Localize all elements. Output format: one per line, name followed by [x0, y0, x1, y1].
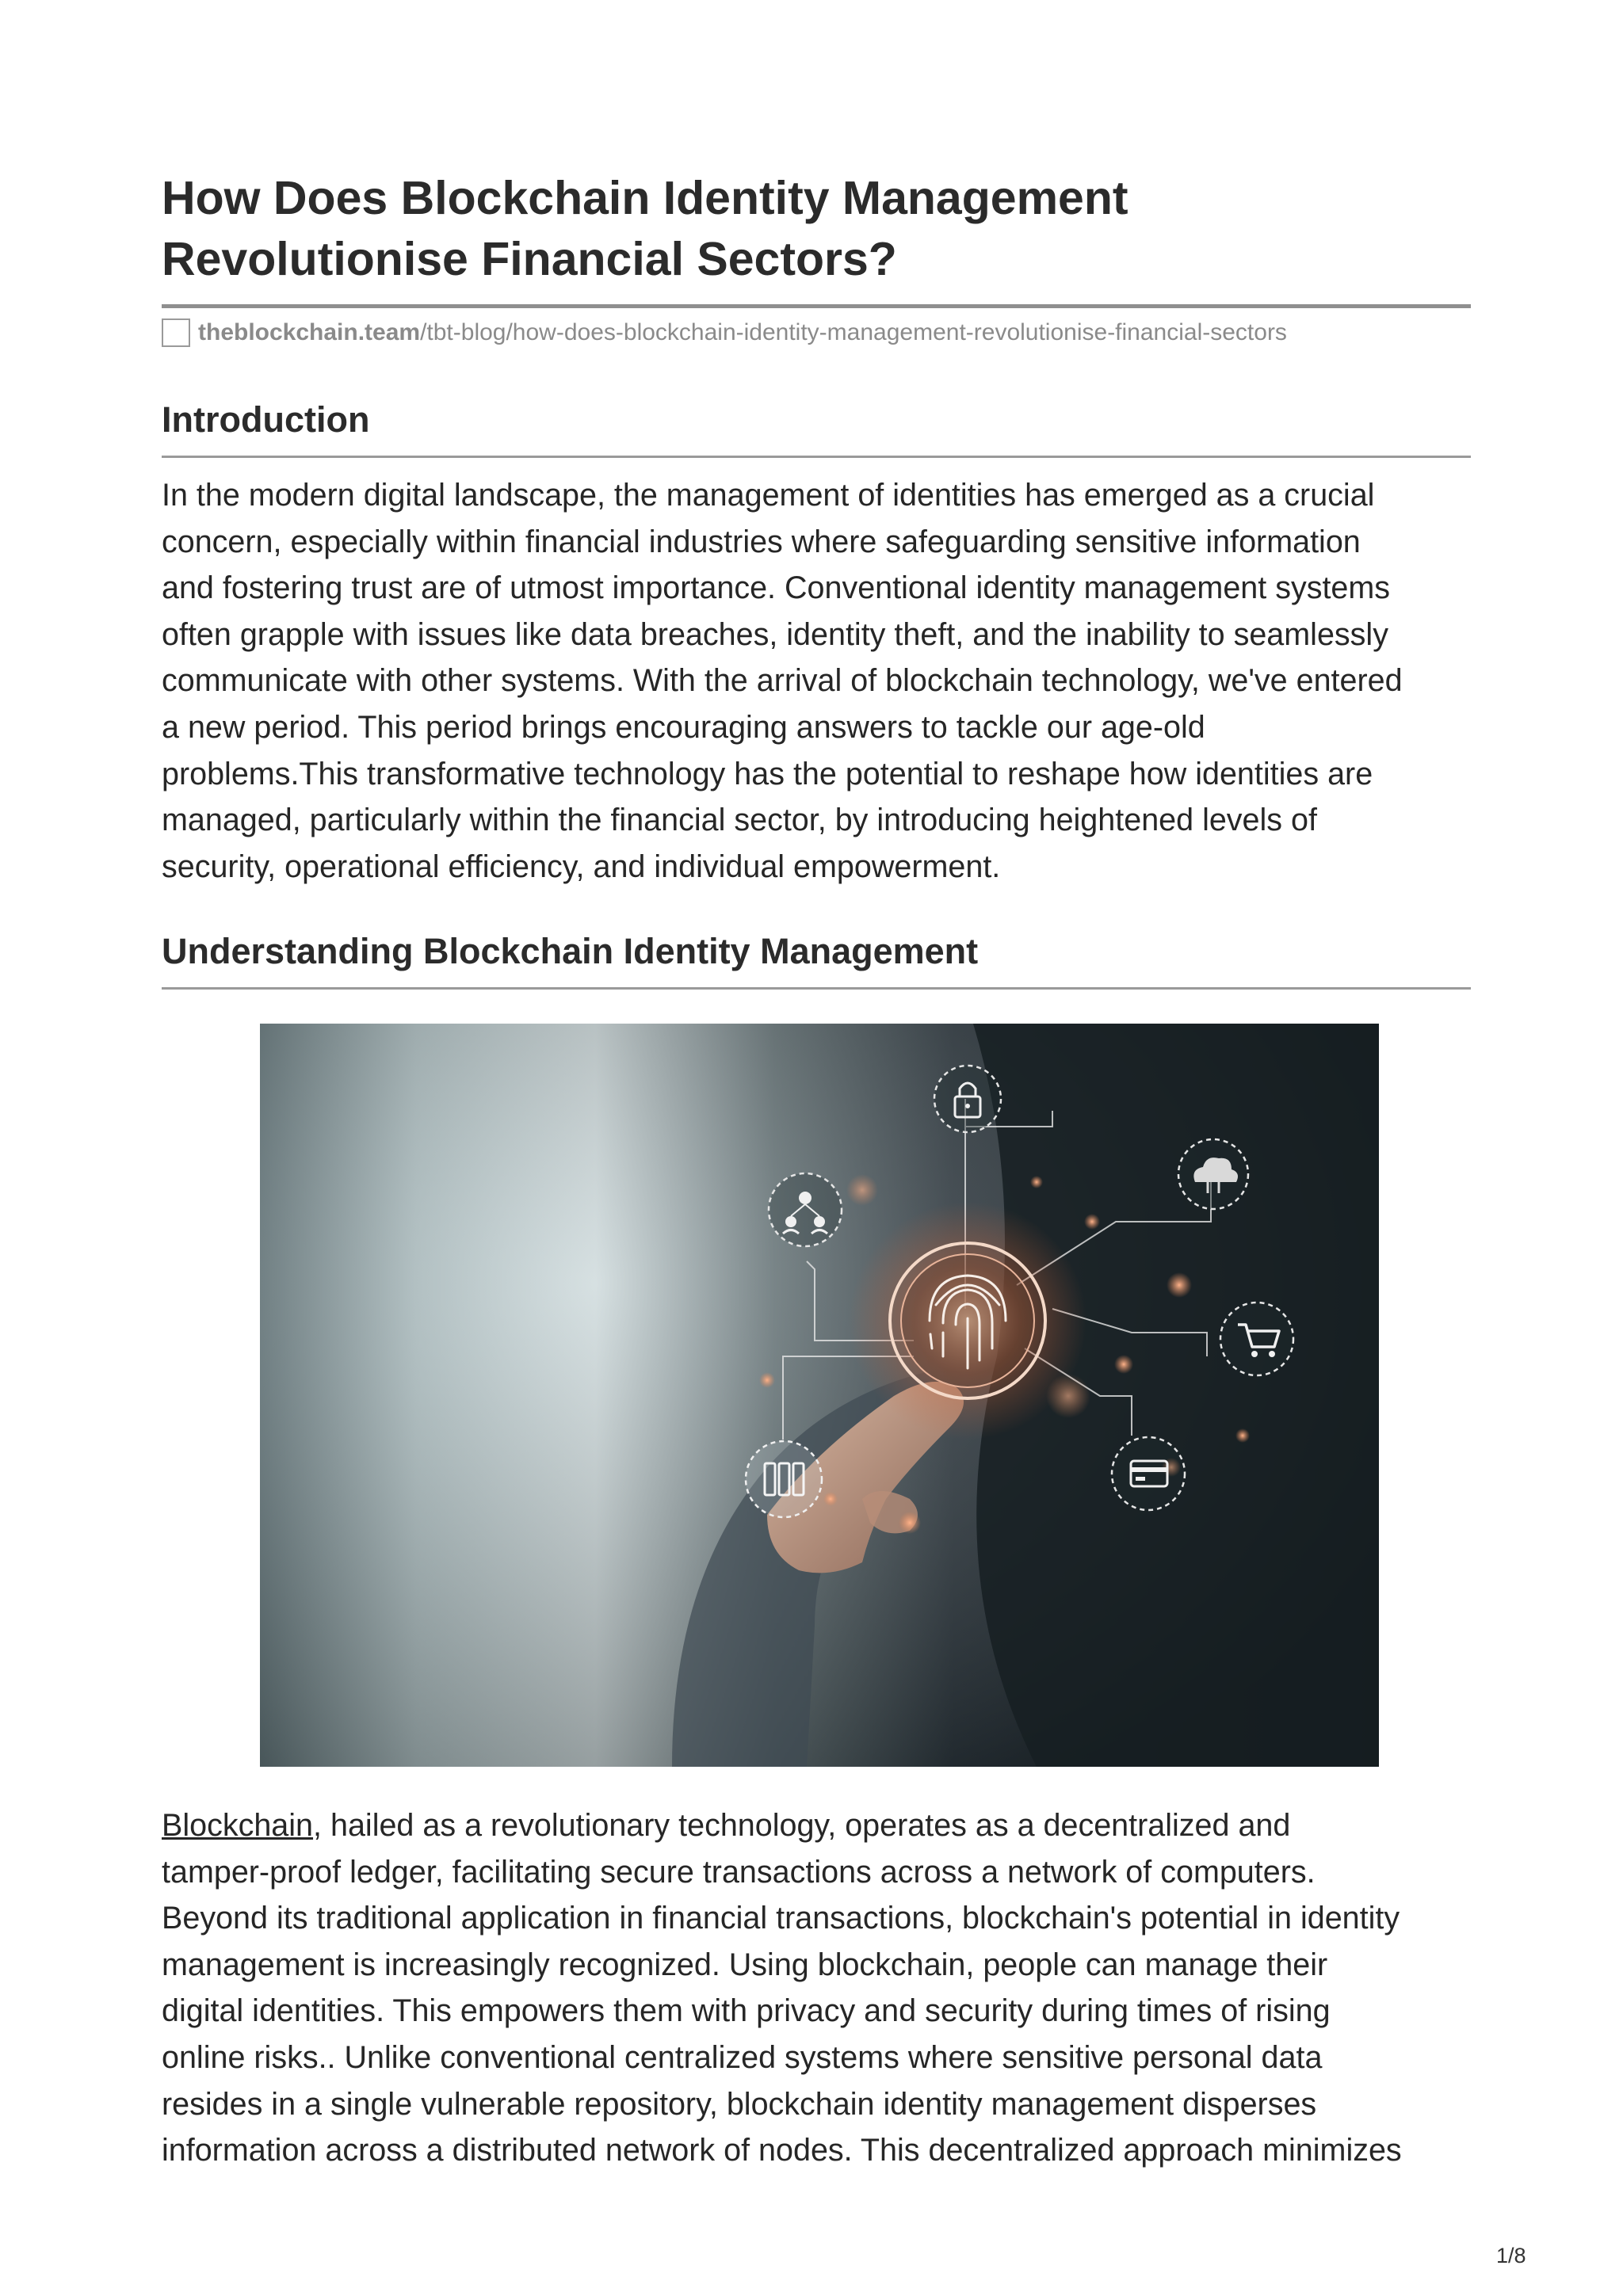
- source-path: /tbt-blog/how-does-blockchain-identity-management-revolutionise-financial-sectors: [420, 319, 1287, 345]
- source-domain: theblockchain.team: [198, 319, 421, 345]
- text-line: concern, especially within financial industries where safeguarding sensitive information: [162, 524, 1361, 559]
- blockchain-link[interactable]: Blockchain: [162, 1808, 314, 1843]
- article-image: [260, 1024, 1379, 1767]
- text-fragment: , hailed as a revolutionary technology, operates as a decentralized and: [313, 1808, 1291, 1843]
- section-heading-introduction: Introduction: [162, 399, 370, 440]
- section-divider: [162, 456, 1471, 458]
- text-line: Beyond its traditional application in financial transactions, blockchain's potential in identity: [162, 1901, 1400, 1936]
- text-line: digital identities. This empowers them with privacy and security during times of rising: [162, 1993, 1331, 2029]
- text-line: communicate with other systems. With the arrival of blockchain technology, we've entered: [162, 663, 1403, 699]
- title-line: How Does Blockchain Identity Management: [162, 172, 1128, 224]
- favicon-icon: [162, 318, 190, 347]
- text-line: a new period. This period brings encouraging answers to tackle our age-old: [162, 709, 1205, 745]
- article-title: [162, 168, 1471, 290]
- text-line: management is increasingly recognized. Using blockchain, people can manage their: [162, 1947, 1328, 1982]
- text-line: online risks.. Unlike conventional centralized systems where sensitive personal data: [162, 2039, 1323, 2075]
- server-icon: [746, 1441, 822, 1517]
- title-divider: [162, 304, 1471, 308]
- section-divider: [162, 987, 1471, 990]
- body-paragraph: [162, 1802, 1471, 2174]
- fingerprint-icon: [849, 1202, 1086, 1440]
- text-line: problems.This transformative technology has the potential to reshape how identities are: [162, 756, 1373, 791]
- title-line: Revolutionise Financial Sectors?: [162, 233, 897, 285]
- credit-card-icon: [1112, 1437, 1185, 1510]
- cloud-icon: [1178, 1139, 1248, 1209]
- shopping-cart-icon: [1220, 1302, 1293, 1375]
- intro-paragraph: [162, 472, 1471, 890]
- people-network-icon: [769, 1173, 842, 1246]
- text-line: and fostering trust are of utmost importance. Conventional identity management systems: [162, 570, 1391, 606]
- text-line: often grapple with issues like data breaches, identity theft, and the inability to seamlessly: [162, 616, 1388, 652]
- text-line: [162, 1802, 1471, 1849]
- text-line: information across a distributed network of nodes. This decentralized approach minimizes: [162, 2133, 1402, 2168]
- padlock-icon: [934, 1066, 1001, 1132]
- page-number: 1/8: [1496, 2244, 1526, 2267]
- text-line: security, operational efficiency, and individual empowerment.: [162, 849, 1001, 884]
- source-link[interactable]: [162, 315, 1287, 351]
- text-line: In the modern digital landscape, the management of identities has emerged as a crucial: [162, 478, 1375, 513]
- text-line: tamper-proof ledger, facilitating secure transactions across a network of computers.: [162, 1854, 1316, 1890]
- text-line: managed, particularly within the financial sector, by introducing heightened levels of: [162, 803, 1317, 838]
- text-line: resides in a single vulnerable repository, blockchain identity management disperses: [162, 2086, 1317, 2122]
- section-heading-understanding: Understanding Blockchain Identity Management: [162, 931, 979, 971]
